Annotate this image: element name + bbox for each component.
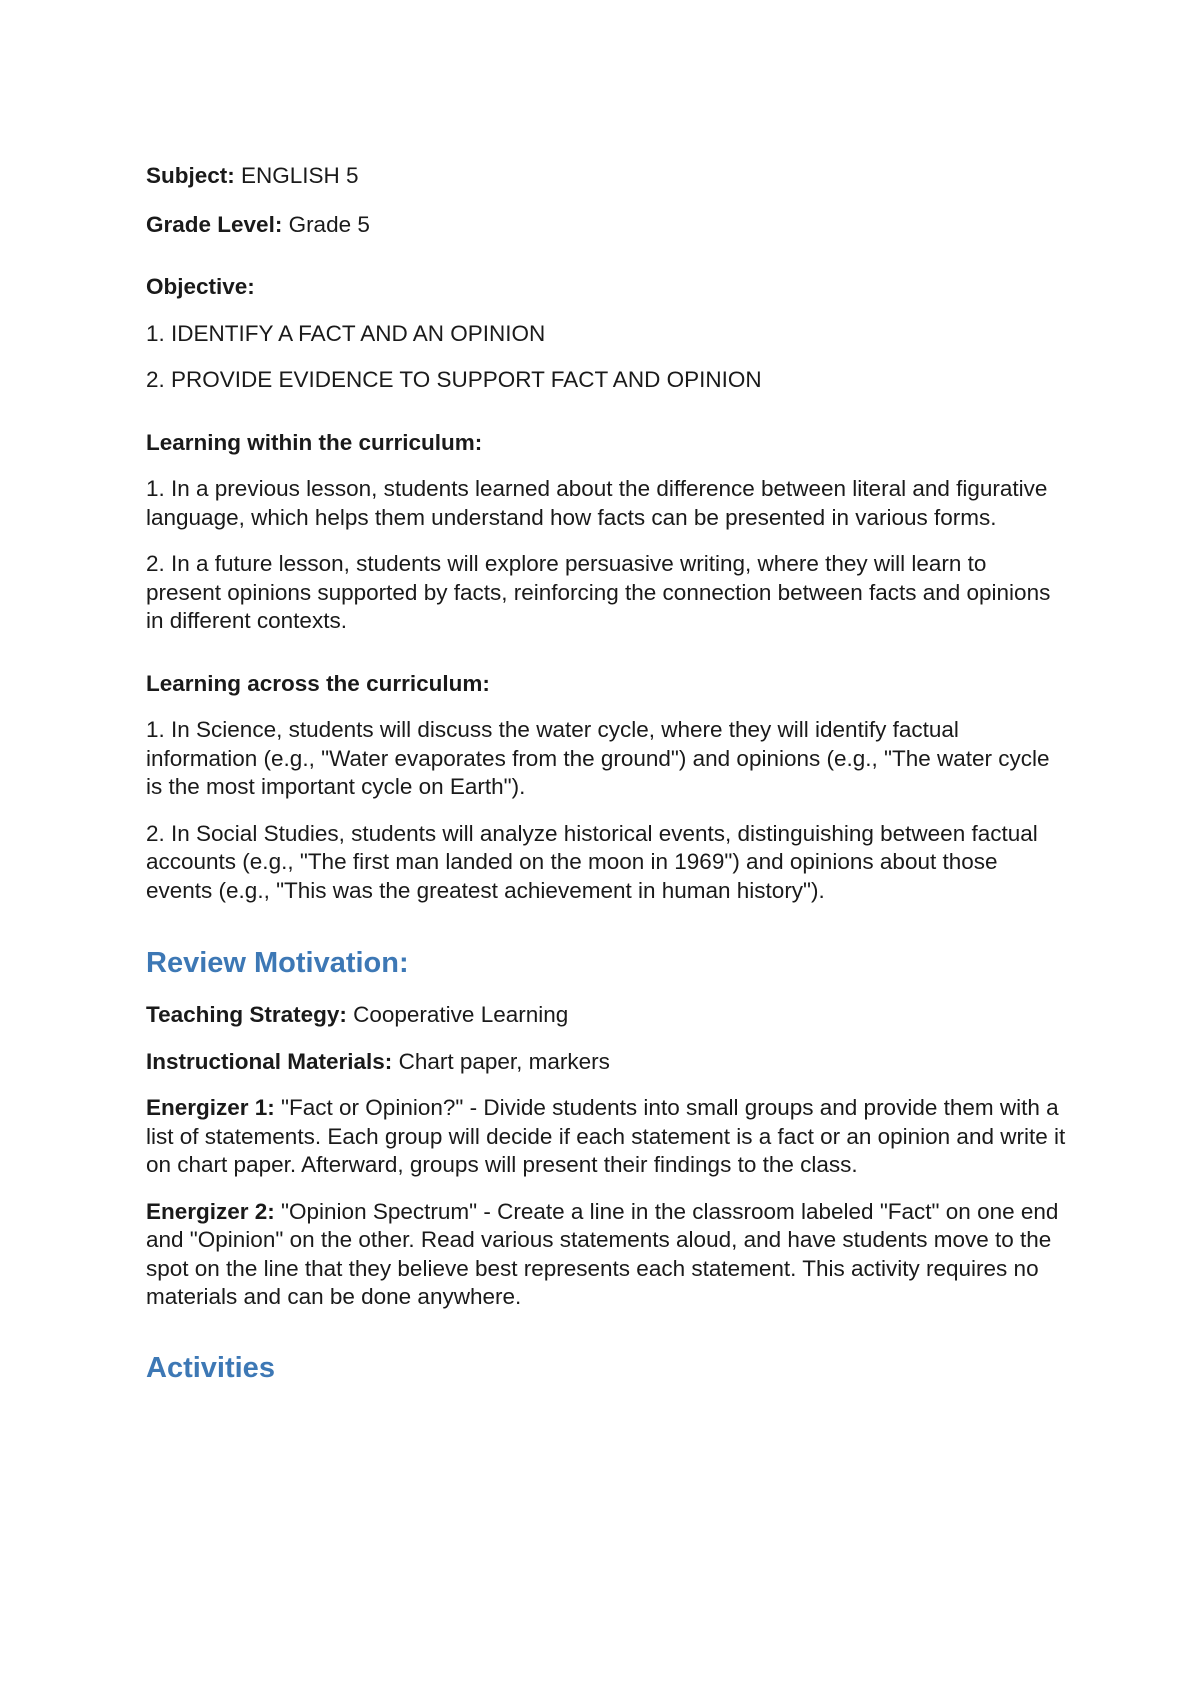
subject-value: ENGLISH 5 (234, 163, 359, 188)
learning-within-item: 1. In a previous lesson, students learned about the difference between literal and figurative language, which helps them understand how facts can be presented in various forms. (146, 476, 1048, 530)
document-page (146, 162, 1066, 1406)
teaching-strategy-value: Cooperative Learning (346, 1002, 569, 1027)
energizer-1-paragraph (146, 1094, 1066, 1180)
subject-label: Subject: (146, 163, 235, 188)
objective-item: 1. IDENTIFY A FACT AND AN OPINION (146, 320, 546, 346)
learning-across-heading: Learning across the curriculum: (146, 670, 490, 696)
energizer-1-text: "Fact or Opinion?" - Divide students into small groups and provide them with a list of statements. Each group will decide if each statement is a fact or an opinion and write it on chart paper. Afterward, groups will present their findings to the class. (146, 1095, 1066, 1177)
energizer-2-text: "Opinion Spectrum" - Create a line in the classroom labeled "Fact" on one end and "Opinion" on the other. Read various statements aloud, and have students move to the spot on the line that they believe best represents each statement. This activity requires no materials and can be done anywhere. (146, 1198, 1059, 1309)
objective-item: 2. PROVIDE EVIDENCE TO SUPPORT FACT AND OPINION (146, 367, 762, 392)
instructional-materials-line (146, 1048, 1066, 1077)
instructional-materials-label: Instructional Materials: (146, 1048, 393, 1074)
subject-line (146, 162, 1066, 191)
teaching-strategy-line (146, 1001, 1066, 1030)
activities-heading: Activities (146, 1351, 275, 1384)
review-motivation-heading: Review Motivation: (146, 947, 409, 979)
energizer-1-label: Energizer 1: (146, 1095, 275, 1120)
grade-level-line (146, 211, 1066, 240)
energizer-2-label: Energizer 2: (146, 1198, 275, 1224)
energizer-2-paragraph (146, 1198, 1066, 1312)
learning-within-heading: Learning within the curriculum: (146, 429, 483, 455)
learning-across-item: 2. In Social Studies, students will analyze historical events, distinguishing between factual accounts (e.g., "The first man landed on the moon in 1969") and opinions about those events (e.g., "This was the greatest achievement in human history"). (146, 820, 1038, 903)
instructional-materials-value: Chart paper, markers (392, 1048, 610, 1074)
grade-level-label: Grade Level: (146, 211, 283, 237)
teaching-strategy-label: Teaching Strategy: (146, 1002, 347, 1027)
learning-within-item: 2. In a future lesson, students will explore persuasive writing, where they will learn to present opinions supported by facts, reinforcing the connection between facts and opinions in different contexts. (146, 551, 1051, 633)
learning-across-item: 1. In Science, students will discuss the water cycle, where they will identify factual information (e.g., "Water evaporates from the ground") and opinions (e.g., "The water cycle is the most important cycle on Earth"). (146, 717, 1050, 799)
grade-level-value: Grade 5 (282, 211, 370, 237)
objective-heading: Objective: (146, 274, 255, 299)
